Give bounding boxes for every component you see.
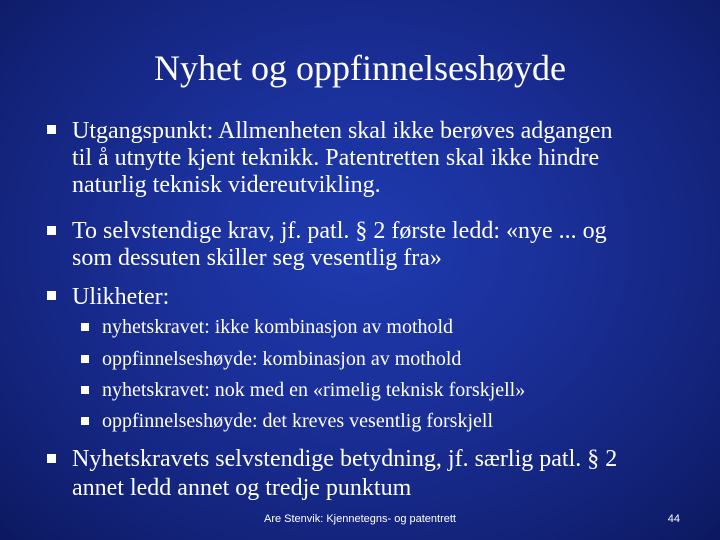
slide-title: Nyhet og oppfinnelseshøyde bbox=[154, 48, 566, 88]
footer-text: Are Stenvik: Kjennetegns- og patentrett bbox=[263, 513, 456, 525]
bullet-text-line: Ulikheter: bbox=[72, 284, 170, 310]
sub-bullet-text: oppfinnelseshøyde: det kreves vesentlig forskjell bbox=[102, 410, 494, 432]
square-bullet-icon bbox=[81, 323, 89, 331]
bullet-text-line: To selvstendige krav, jf. patl. § 2 første ledd: «nye ... og bbox=[72, 218, 607, 244]
bullet-text-line: som dessuten skiller seg vesentlig fra» bbox=[72, 245, 442, 271]
bullet-text-line: Utgangspunkt: Allmenheten skal ikke berøves adgangen bbox=[72, 118, 613, 144]
sub-bullet-text: oppfinnelseshøyde: kombinasjon av mothold bbox=[102, 348, 462, 370]
square-bullet-icon bbox=[47, 454, 56, 463]
slide-number: 44 bbox=[667, 513, 680, 525]
square-bullet-icon bbox=[47, 291, 56, 300]
sub-bullet-text: nyhetskravet: ikke kombinasjon av mothold bbox=[102, 316, 454, 338]
square-bullet-icon bbox=[47, 226, 56, 235]
bullet-text-line: til å utnytte kjent teknikk. Patentretten skal ikke hindre bbox=[72, 145, 600, 171]
sub-bullet-text: nyhetskravet: nok med en «rimelig teknisk forskjell» bbox=[102, 379, 526, 401]
square-bullet-icon bbox=[81, 355, 89, 363]
square-bullet-icon bbox=[81, 386, 89, 394]
bullet-text-line: annet ledd annet og tredje punktum bbox=[72, 475, 412, 501]
bullet-text-line: Nyhetskravets selvstendige betydning, jf. særlig patl. § 2 bbox=[72, 446, 618, 472]
square-bullet-icon bbox=[47, 125, 56, 134]
square-bullet-icon bbox=[81, 417, 89, 425]
bullet-text-line: naturlig teknisk videreutvikling. bbox=[72, 172, 381, 198]
